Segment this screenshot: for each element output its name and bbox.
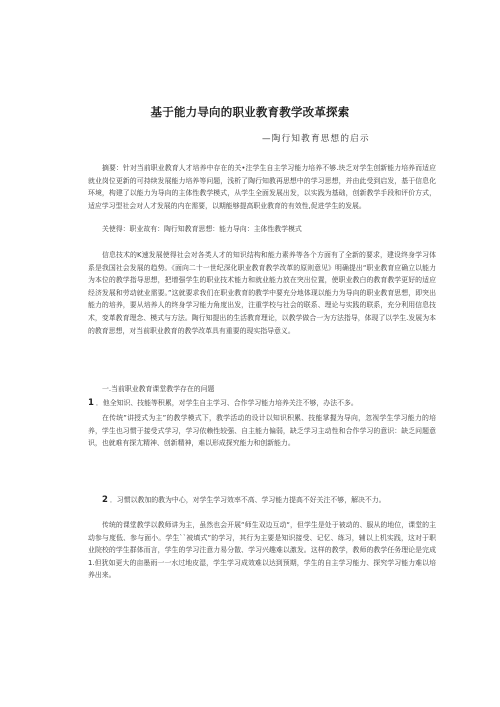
intro-paragraph: 信息技术的K速发展使得社会对各类人才的知识结构和能力素养等各个方面有了全新的要求，建设终身学习体系是我国社会发展的趋势。《面向二十一世纪深化职业教育教学改革的原则意见》明确提出“职业教育应确立以能力为本位的教学指导思想，把增强学生的职业技术能力和就业能力放在突出位置，使职业教白的教育教学更好的适应经济发展和劳动就业需要。”这就要求我们在职业教育的教学中要充分地体现以能力为导向的职业教育思想，即突出能力的培养，要从培养人的终身学习能力角度出发，注重学校与社会的联系、理论与实践的联系，充分利用信息技术，变革教育理念、模式与方法。陶行知提出的生活教育理论，以教学做合一为方法指导，体现了以学生.发展为本的教育思想，对当前职业教育的教学改革具有重要的现实指导意义。 bbox=[88, 251, 436, 335]
section-heading: 一.当前职业教育课堂教学存在的问题 bbox=[102, 385, 215, 393]
item2-number: 2 bbox=[102, 495, 108, 505]
item2-body: 传统的课堂教学以教师讲为主，虽然也会开展“师生双边互动“，但学生是处于被动的、服从的地位，课堂的主动参与度低、参与面小。学生``被填式”的学习，其行为主要是知识接受、记忆、练习，辅以上机实践，这对于职业院校的学生群体而言，学生的学习注意力易分散、学习兴趣难以激发。这样的教学，教师的教学任务理论是完成1.但犹如更大的亩墨雨一一水过地皮湿，学生学习成效难以达到预期，学生的自主学习能力、探究学习能力难以培养出来。 bbox=[88, 521, 436, 580]
item1-number: 1 bbox=[88, 398, 94, 408]
item2-heading bbox=[88, 494, 436, 507]
section-heading-block bbox=[88, 383, 436, 396]
item2-body-block bbox=[88, 519, 436, 582]
item1-heading-text: ．他全知识、技能等积累，对学生自主学习、合作学习能力培养关注不够，办法不多。 bbox=[95, 399, 358, 407]
page-subtitle: —陶行知教育思想的启示 bbox=[262, 134, 370, 144]
page-title: 基于能力导向的职业教育教学改革探索 bbox=[150, 105, 350, 119]
keywords-paragraph: 关使得：职业故有：陶行知教育思想：能力导向：主体性教学模式 bbox=[102, 225, 302, 233]
item1-body: 在传统”讲授式为主”的教学模式下，教学活动的设计以知识积累、技能掌握为导向，忽视学生学习能力的培养，学生也习惯于接受式学习，学习依赖性较强、自主能力偏弱，缺乏学习主动性和合作学习的意识：缺乏问题意识，也就难有探尢精神、创新精神，难以形成探究能力和创新能力。 bbox=[88, 414, 436, 448]
intro-block bbox=[88, 249, 436, 337]
item1-body-block bbox=[88, 412, 436, 450]
item1-heading-block bbox=[88, 397, 436, 410]
item2-heading-text: ．习惯以教加的教为中心，对学生学习效率不高、学习能力提高不好关注不够，解决不力。 bbox=[109, 496, 386, 504]
abstract-block bbox=[88, 162, 436, 212]
item1-heading bbox=[88, 397, 436, 410]
keywords-block bbox=[88, 223, 436, 236]
item2-heading-block bbox=[88, 494, 436, 507]
abstract-paragraph: 摘要：针对当前职业教育人才培养中存在的关•注学生自主学习能力培养不够.块乏对学生创新能力培养而适应就业岗位更新的可持续发展能力培养等问题，浅析了陶行知教再思想中的学习思想，并由此受到启发，基于信息化环境，构建了以能力为导向的主体性教学模式，从学生全面发展出发，以实践为基础，创新教学手段和评价方式，适应学习型社会对人才发展的内在需要，以期能够提高职业教育的有效性,促进学生的发展。 bbox=[88, 164, 436, 210]
